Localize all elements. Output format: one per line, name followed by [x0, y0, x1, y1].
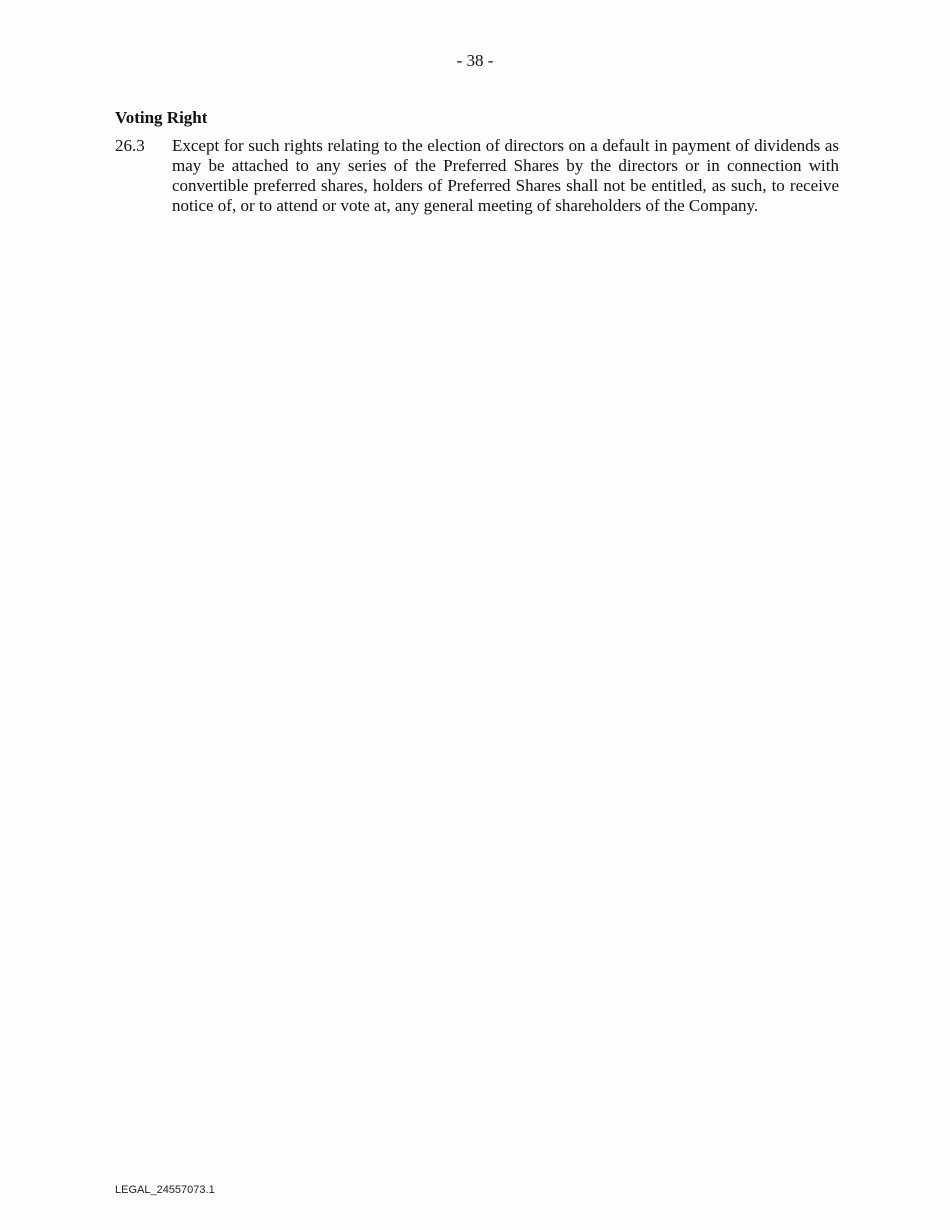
clause-number: 26.3	[115, 136, 145, 155]
section-heading: Voting Right	[115, 108, 208, 127]
page-number: - 38 -	[456, 51, 494, 70]
document-id: LEGAL_24557073.1	[115, 1184, 215, 1196]
clause-text: Except for such rights relating to the election of directors on a default in payment of dividends as may be attached to any series of the Preferred Shares by the directors or in connection with convertible preferred shares, holders of Preferred Shares shall not be entitled, as such, to receive notice of, or to attend or vote at, any general meeting of shareholders of the Company.	[172, 136, 839, 215]
